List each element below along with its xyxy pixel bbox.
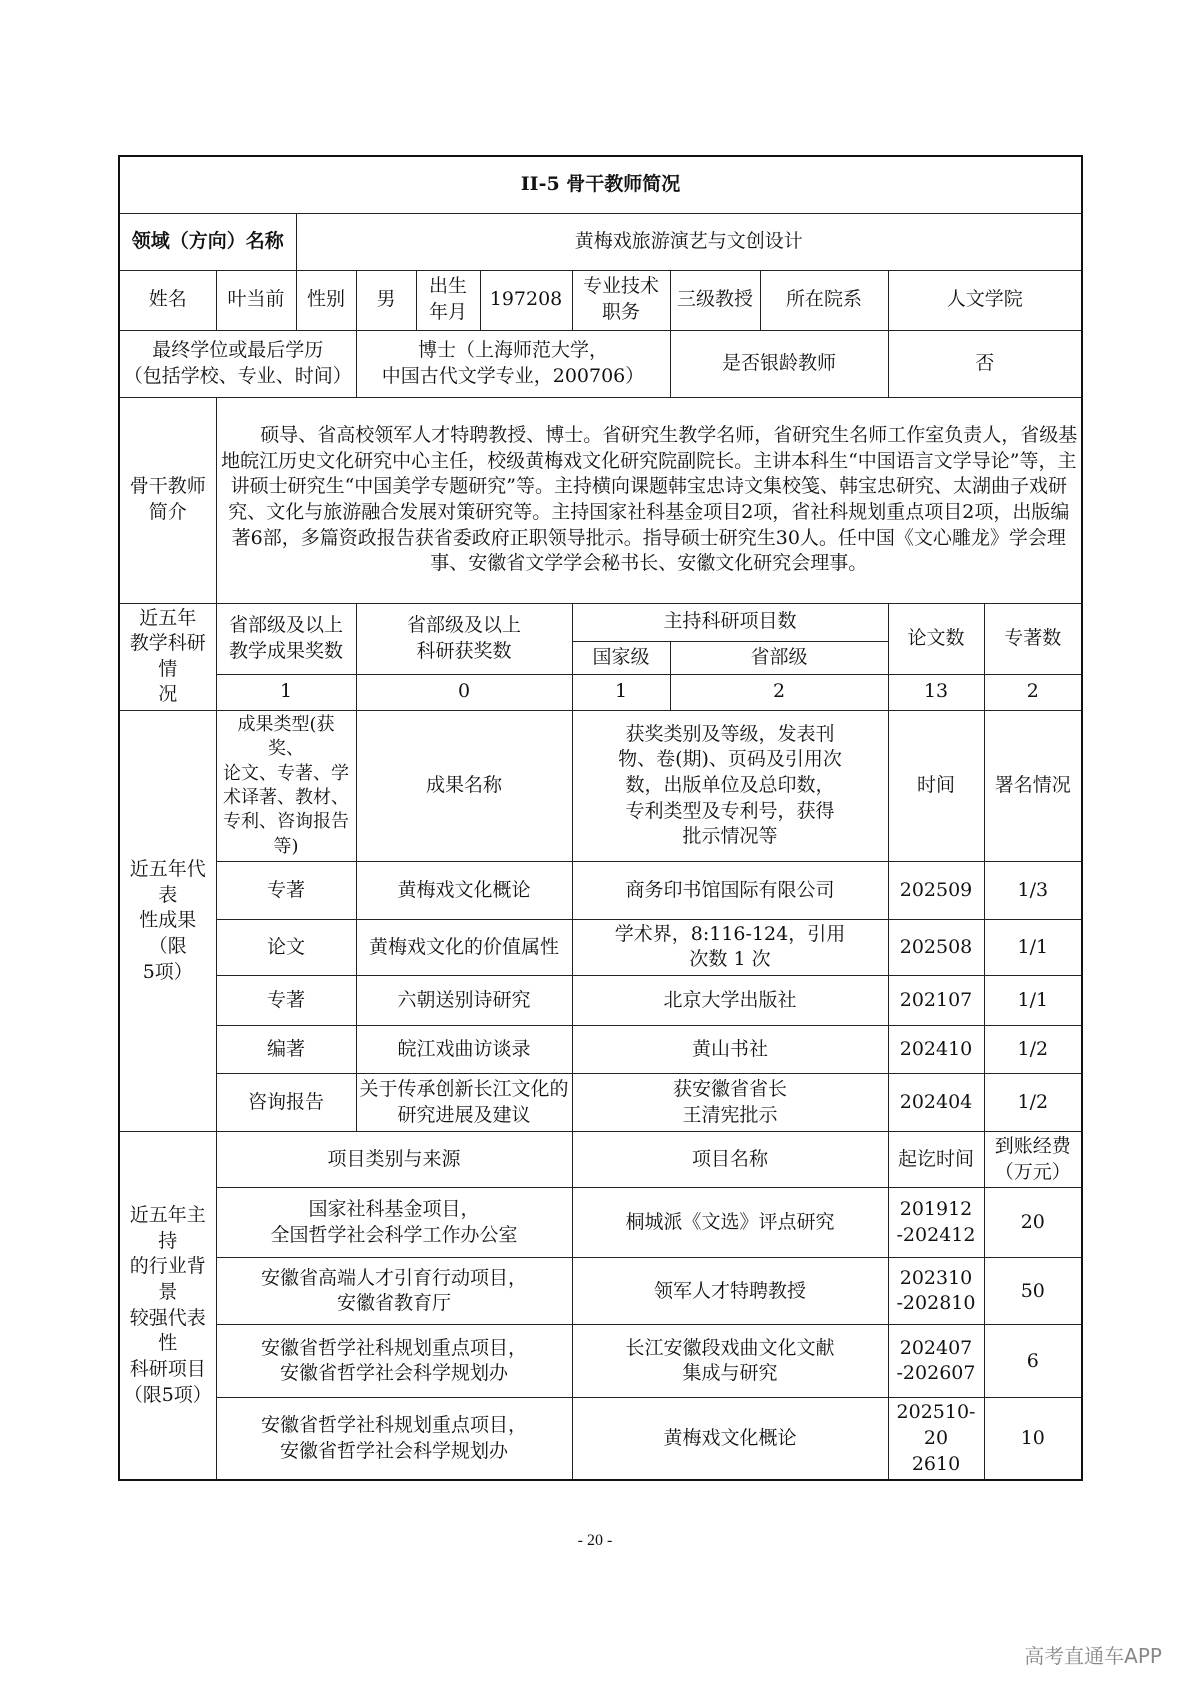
projects-label: 近五年主持 的行业背景 较强代表性 科研项目 （限5项）	[119, 1132, 216, 1481]
research-label: 近五年 教学科研情 况	[119, 603, 216, 711]
field-label: 领域（方向）名称	[119, 213, 296, 270]
degree-value: 博士（上海师范大学， 中国古代文学专业，200706）	[356, 330, 670, 397]
achievement-type: 专著	[216, 861, 356, 919]
project-row	[119, 1188, 1082, 1258]
achievement-sign: 1/2	[984, 1074, 1082, 1132]
project-time: 202310 -202810	[888, 1258, 984, 1325]
books-count: 2	[984, 674, 1082, 711]
watermark-text: 高考直通车APP	[1024, 1644, 1162, 1668]
achievements-label: 近五年代表 性成果（限 5项）	[119, 711, 216, 1132]
birth-value: 197208	[480, 270, 572, 330]
achievement-row	[119, 976, 1082, 1026]
achievement-info: 北京大学出版社	[572, 976, 888, 1026]
provincial-header: 省部级	[670, 642, 888, 674]
project-source: 安徽省哲学社科规划重点项目， 安徽省哲学社会科学规划办	[216, 1325, 572, 1398]
project-fund-header: 到账经费 （万元）	[984, 1132, 1082, 1188]
project-row	[119, 1325, 1082, 1398]
project-row	[119, 1398, 1082, 1480]
achievement-time: 202404	[888, 1074, 984, 1132]
achievement-name: 皖江戏曲访谈录	[356, 1026, 572, 1074]
provincial-count: 2	[670, 674, 888, 711]
name-value: 叶当前	[216, 270, 296, 330]
achievement-sign: 1/1	[984, 919, 1082, 975]
project-time: 202510-20 2610	[888, 1398, 984, 1480]
achievement-type-header: 成果类型(获奖、 论文、专著、学 术译著、教材、 专利、咨询报告 等)	[216, 711, 356, 862]
achievement-name: 黄梅戏文化概论	[356, 861, 572, 919]
books-header: 专著数	[984, 603, 1082, 674]
silver-value: 否	[888, 330, 1082, 397]
achievement-name: 六朝送别诗研究	[356, 976, 572, 1026]
project-row	[119, 1258, 1082, 1325]
project-fund: 10	[984, 1398, 1082, 1480]
achievement-name: 关于传承创新长江文化的 研究进展及建议	[356, 1074, 572, 1132]
project-name: 长江安徽段戏曲文化文献 集成与研究	[572, 1325, 888, 1398]
project-time: 201912 -202412	[888, 1188, 984, 1258]
degree-label: 最终学位或最后学历 （包括学校、专业、时间）	[119, 330, 356, 397]
gender-value: 男	[356, 270, 416, 330]
field-value: 黄梅戏旅游演艺与文创设计	[296, 213, 1082, 270]
project-fund: 20	[984, 1188, 1082, 1258]
national-count: 1	[572, 674, 670, 711]
achievement-row	[119, 1074, 1082, 1132]
project-source: 安徽省高端人才引育行动项目， 安徽省教育厅	[216, 1258, 572, 1325]
title-value: 三级教授	[670, 270, 760, 330]
achievement-type: 专著	[216, 976, 356, 1026]
achievement-info: 学术界，8:116-124，引用 次数 1 次	[572, 919, 888, 975]
project-name: 黄梅戏文化概论	[572, 1398, 888, 1480]
achievement-sign: 1/3	[984, 861, 1082, 919]
project-name: 领军人才特聘教授	[572, 1258, 888, 1325]
dept-value: 人文学院	[888, 270, 1082, 330]
achievement-sign: 1/2	[984, 1026, 1082, 1074]
project-fund: 50	[984, 1258, 1082, 1325]
project-fund: 6	[984, 1325, 1082, 1398]
achievement-row	[119, 1026, 1082, 1074]
birth-label: 出生 年月	[416, 270, 480, 330]
intro-label: 骨干教师简介	[119, 397, 216, 603]
achievement-info: 获安徽省省长 王清宪批示	[572, 1074, 888, 1132]
intro-text	[216, 397, 1082, 603]
achievement-row	[119, 861, 1082, 919]
research-award-header: 省部级及以上 科研获奖数	[356, 603, 572, 674]
achievement-type: 论文	[216, 919, 356, 975]
project-time-header: 起讫时间	[888, 1132, 984, 1188]
project-name-header: 项目名称	[572, 1132, 888, 1188]
project-time: 202407 -202607	[888, 1325, 984, 1398]
achievement-info-header: 获奖类别及等级，发表刊 物、卷(期)、页码及引用次 数，出版单位及总印数， 专利类型及专利号，获得 批示情况等	[572, 711, 888, 862]
gender-label: 性别	[296, 270, 356, 330]
teaching-award-header: 省部级及以上 教学成果奖数	[216, 603, 356, 674]
page-number: - 20 -	[577, 1532, 613, 1549]
achievement-sign-header: 署名情况	[984, 711, 1082, 862]
achievement-time: 202410	[888, 1026, 984, 1074]
section-title: II-5 骨干教师简况	[119, 156, 1082, 213]
achievement-type: 咨询报告	[216, 1074, 356, 1132]
achievement-time: 202509	[888, 861, 984, 919]
achievement-info: 黄山书社	[572, 1026, 888, 1074]
title-label: 专业技术 职务	[572, 270, 670, 330]
teacher-profile-table	[118, 155, 1083, 1481]
achievement-name: 黄梅戏文化的价值属性	[356, 919, 572, 975]
achievement-info: 商务印书馆国际有限公司	[572, 861, 888, 919]
achievement-name-header: 成果名称	[356, 711, 572, 862]
project-source: 国家社科基金项目， 全国哲学社会科学工作办公室	[216, 1188, 572, 1258]
project-source: 安徽省哲学社科规划重点项目， 安徽省哲学社会科学规划办	[216, 1398, 572, 1480]
research-award-count: 0	[356, 674, 572, 711]
teaching-award-count: 1	[216, 674, 356, 711]
achievement-row	[119, 919, 1082, 975]
project-source-header: 项目类别与来源	[216, 1132, 572, 1188]
papers-header: 论文数	[888, 603, 984, 674]
silver-label: 是否银龄教师	[670, 330, 888, 397]
dept-label: 所在院系	[760, 270, 888, 330]
achievement-time-header: 时间	[888, 711, 984, 862]
national-header: 国家级	[572, 642, 670, 674]
achievement-type: 编著	[216, 1026, 356, 1074]
projects-count-header: 主持科研项目数	[572, 603, 888, 642]
achievement-time: 202508	[888, 919, 984, 975]
achievement-time: 202107	[888, 976, 984, 1026]
name-label: 姓名	[119, 270, 216, 330]
achievement-sign: 1/1	[984, 976, 1082, 1026]
papers-count: 13	[888, 674, 984, 711]
project-name: 桐城派《文选》评点研究	[572, 1188, 888, 1258]
intro-paragraph: 硕导、省高校领军人才特聘教授、博士。省研究生教学名师，省研究生名师工作室负责人，省级基地皖江历史文化研究中心主任，校级黄梅戏文化研究院副院长。主讲本科生“中国语言文学导论”等，主讲硕士研究生“中国美学专题研究”等。主持横向课题韩宝忠诗文集校笺、韩宝忠研究、太湖曲子戏研究、文化与旅游融合发展对策研究等。主持国家社科基金项目2项，省社科规划重点项目2项，出版编著6部，多篇资政报告获省委政府正职领导批示。指导硕士研究生30人。任中国《文心雕龙》学会理事、安徽省文学学会秘书长、安徽文化研究会理事。	[221, 424, 1078, 575]
